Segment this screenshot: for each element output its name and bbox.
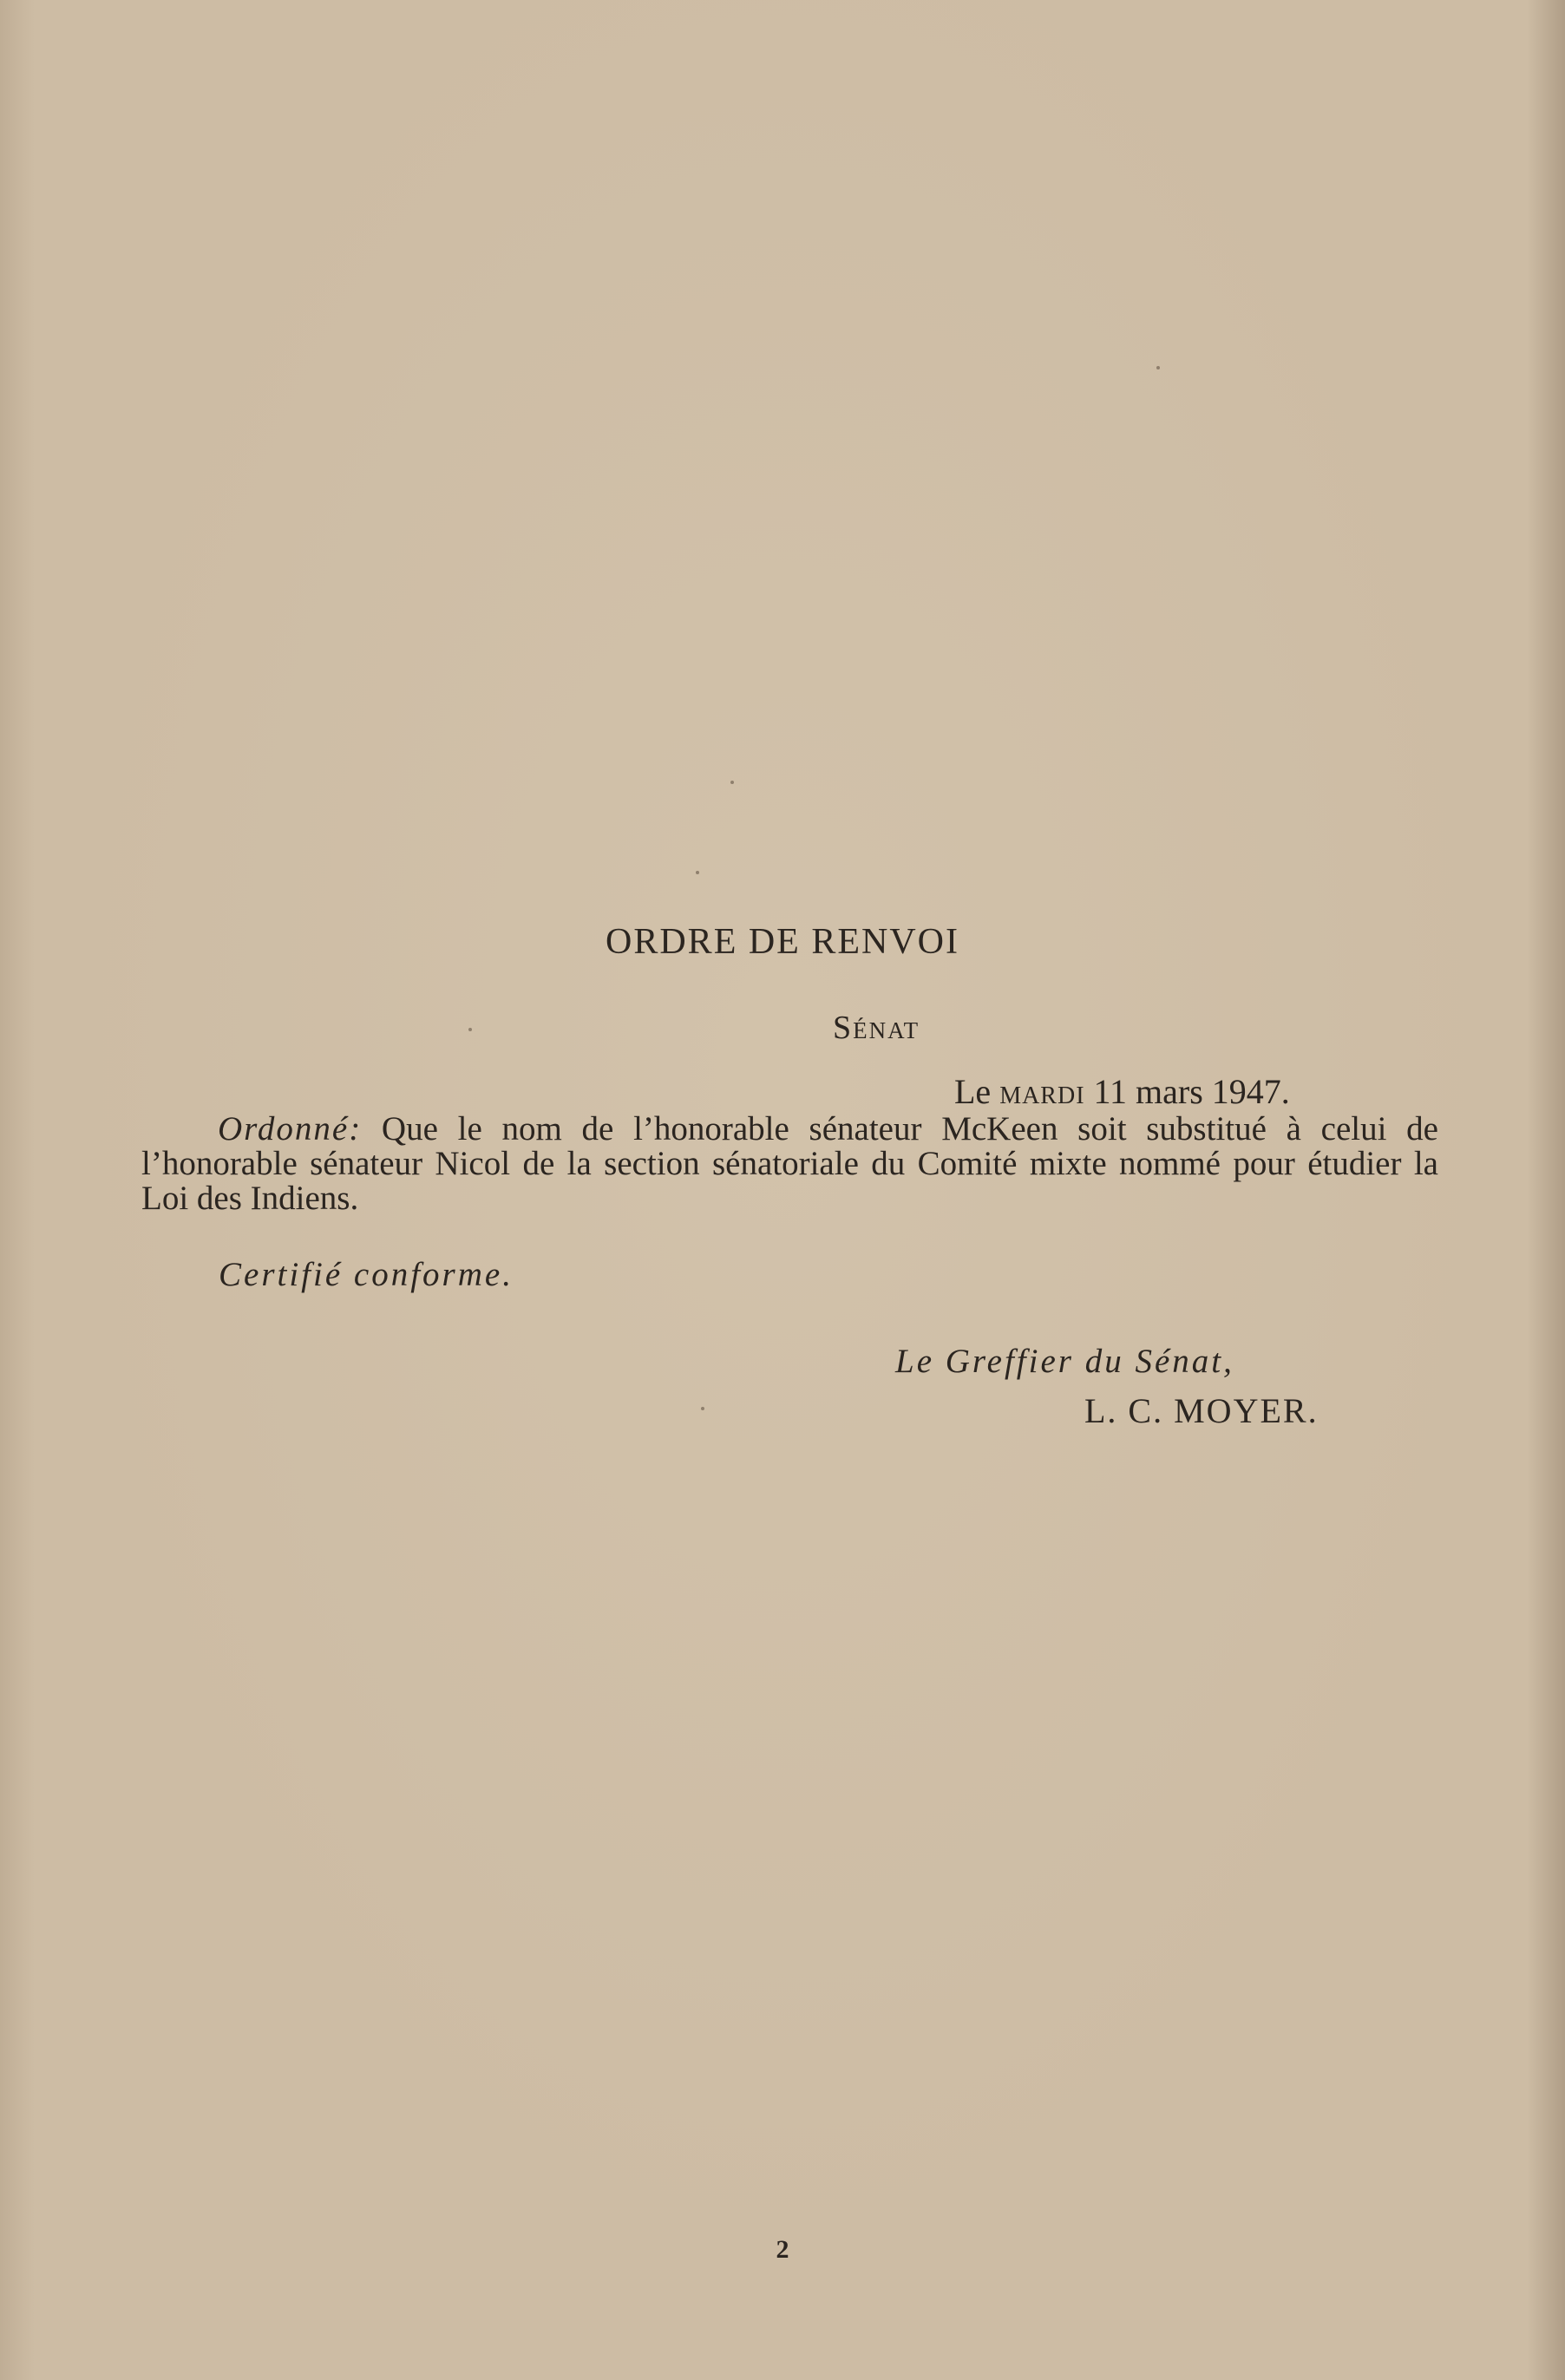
paper-speck <box>696 871 699 874</box>
document-title: ORDRE DE RENVOI <box>606 922 959 962</box>
certification-text: Certifié conforme. <box>219 1256 514 1293</box>
date-weekday: mardi <box>999 1072 1085 1111</box>
order-text: Que le nom de l’honorable sénateur McKeen soit substitué à celui de l’honorable sénateur Nicol de la section sénatoriale du Comité mixte nommé pour étudier la Loi des Indiens. <box>141 1110 1438 1217</box>
order-paragraph <box>141 1112 1438 1216</box>
paper-speck <box>730 781 734 784</box>
signature-title: Le Greffier du Sénat, <box>895 1343 1234 1380</box>
order-date <box>954 1071 1290 1112</box>
page-number: 2 <box>776 2235 789 2264</box>
paper-speck <box>701 1407 704 1410</box>
paper-speck <box>468 1028 472 1031</box>
paper-speck <box>1156 366 1160 369</box>
date-prefix: Le <box>954 1072 992 1111</box>
chamber-heading: Sénat <box>833 1010 920 1046</box>
order-lead: Ordonné: <box>218 1110 363 1148</box>
signature-name: L. C. MOYER. <box>1084 1391 1319 1430</box>
date-rest: 11 mars 1947. <box>1093 1072 1290 1111</box>
